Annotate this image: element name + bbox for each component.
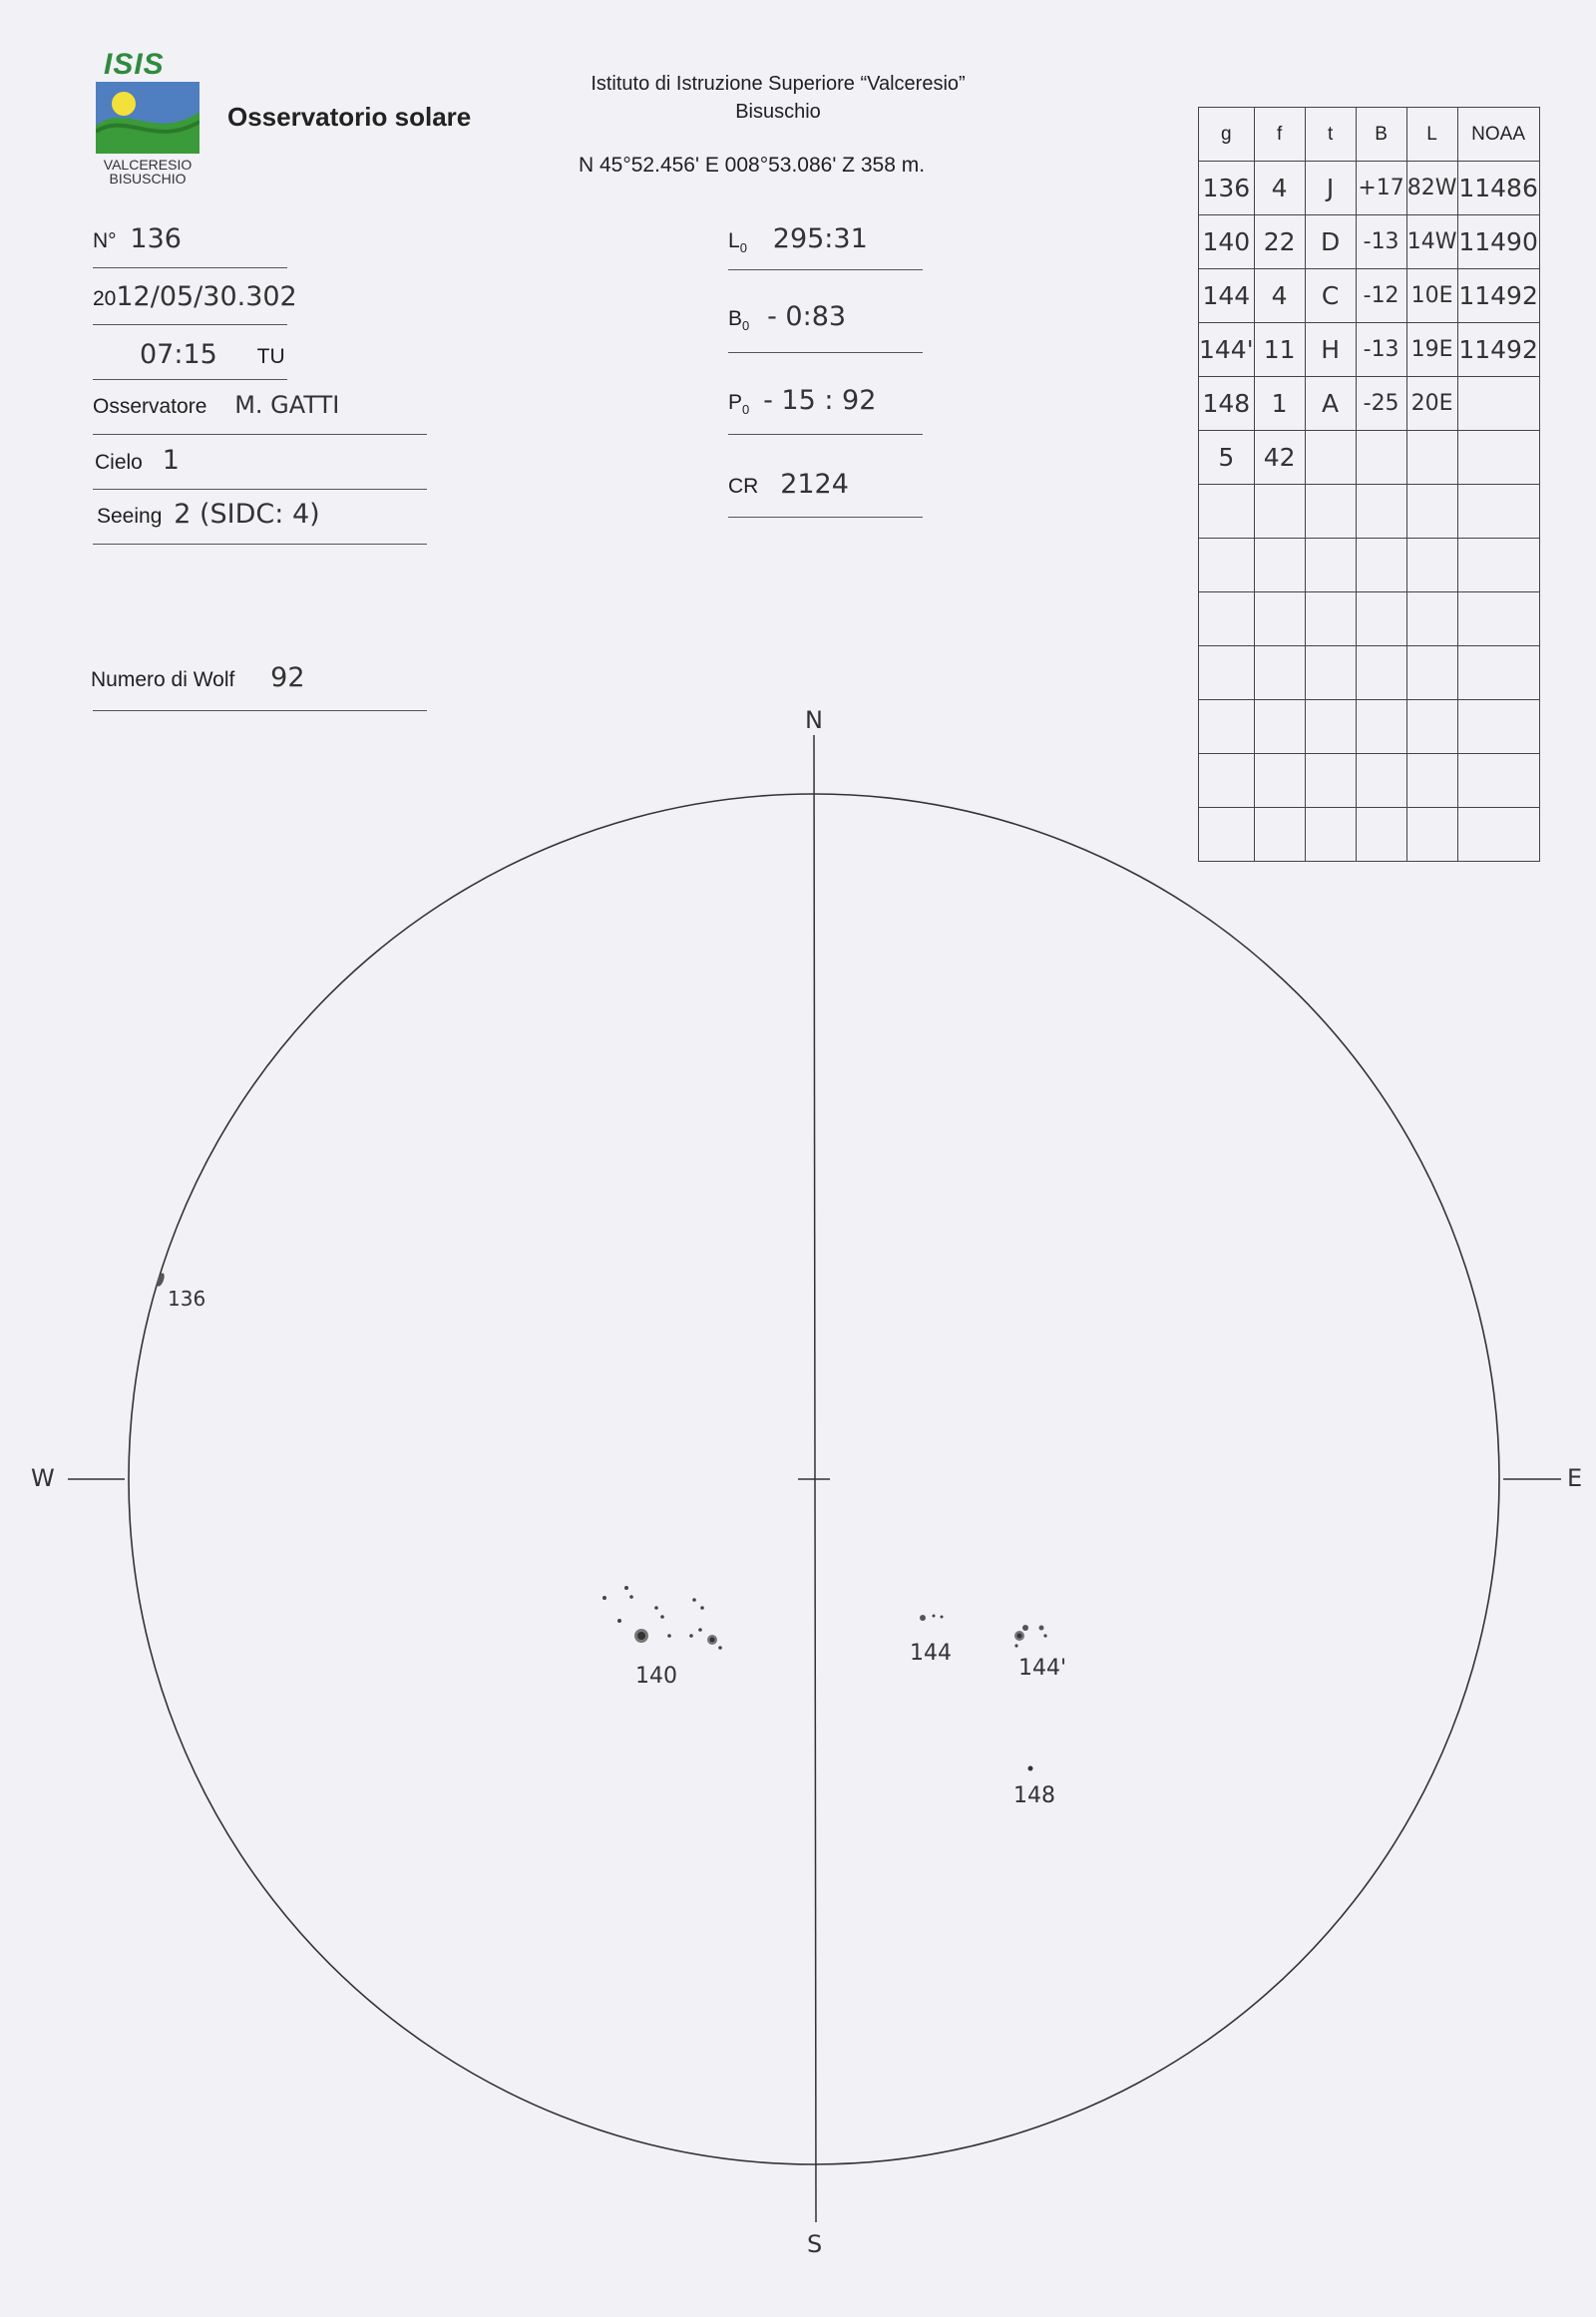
number-label: N°	[93, 229, 117, 252]
sunspot	[602, 1596, 606, 1600]
date-prefix: 20	[93, 287, 117, 310]
sunspot	[1022, 1625, 1028, 1631]
table-cell: A	[1305, 377, 1356, 431]
table-cell: 11490	[1457, 215, 1539, 269]
table-cell: -13	[1356, 215, 1406, 269]
header-t: t	[1305, 108, 1356, 162]
observer-label: Osservatore	[93, 395, 207, 418]
sunspot	[1043, 1634, 1046, 1637]
sunspot	[624, 1586, 628, 1590]
observatory-coordinates: N 45°52.456' E 008°53.086' Z 358 m.	[579, 154, 926, 177]
group-144-label: 144	[910, 1641, 952, 1666]
table-cell: 140	[1199, 215, 1255, 269]
sunspot	[941, 1616, 944, 1619]
b0-subscript: 0	[742, 318, 750, 334]
group-148-label: 148	[1013, 1783, 1055, 1808]
number-value: 136	[130, 223, 182, 254]
institute-line2: Bisuschio	[735, 101, 821, 123]
sunspot	[698, 1628, 702, 1632]
south-label: S	[807, 2230, 823, 2258]
cr-value: 2124	[780, 469, 849, 500]
observatory-title: Osservatorio solare	[227, 102, 472, 132]
table-cell: D	[1305, 215, 1356, 269]
p0-value: - 15 : 92	[763, 385, 877, 416]
group-144prime-spots	[1014, 1625, 1047, 1648]
time-value: 07:15	[140, 339, 217, 370]
time-unit: TU	[256, 345, 285, 368]
header-noaa: NOAA	[1457, 108, 1539, 162]
table-cell: H	[1305, 323, 1356, 377]
logo-brand: ISIS	[104, 48, 165, 81]
sunspot	[933, 1615, 936, 1618]
p0-subscript: 0	[742, 402, 750, 418]
group-140-label: 140	[635, 1664, 677, 1689]
observer-value: M. GATTI	[234, 391, 340, 419]
l0-subscript: 0	[739, 240, 747, 256]
table-cell: J	[1305, 162, 1356, 215]
l0-value: 295:31	[772, 223, 868, 254]
b0-value: - 0:83	[767, 301, 847, 332]
table-cell: C	[1305, 269, 1356, 323]
b0-label: B	[728, 307, 743, 330]
seeing-label: Seeing	[97, 505, 163, 528]
logo-subtitle-line1: VALCERESIO	[103, 157, 193, 173]
table-cell: 5	[1199, 431, 1255, 485]
sunspot	[920, 1615, 926, 1621]
institute-line1: Istituto di Istruzione Superiore “Valceresio”	[591, 73, 966, 95]
sunspot	[654, 1606, 658, 1610]
table-cell: 22	[1254, 215, 1305, 269]
sunspot	[1028, 1766, 1033, 1771]
north-label: N	[805, 706, 823, 734]
table-cell: +17	[1356, 162, 1406, 215]
table-cell: 144	[1199, 269, 1255, 323]
header-b: B	[1356, 108, 1406, 162]
date-value: 12/05/30.302	[116, 281, 297, 312]
group-144-spots	[920, 1615, 944, 1622]
sunspot	[692, 1598, 696, 1602]
table-cell: 144'	[1199, 323, 1255, 377]
table-cell: 4	[1254, 162, 1305, 215]
sky-value: 1	[162, 445, 180, 476]
cr-label: CR	[728, 475, 759, 498]
logo-subtitle-line2: BISUSCHIO	[109, 171, 187, 187]
header-f: f	[1254, 108, 1305, 162]
west-label: W	[31, 1464, 55, 1492]
table-cell: 148	[1199, 377, 1255, 431]
table-cell: -12	[1356, 269, 1406, 323]
sunspot	[718, 1646, 722, 1650]
table-cell: 11486	[1457, 162, 1539, 215]
table-cell: 1	[1254, 377, 1305, 431]
group-144prime-label: 144'	[1018, 1656, 1067, 1681]
p0-label: P	[728, 391, 743, 414]
table-cell: 4	[1254, 269, 1305, 323]
table-cell: 11492	[1457, 269, 1539, 323]
header-l: L	[1406, 108, 1457, 162]
sky-label: Cielo	[95, 451, 143, 474]
sunspot	[617, 1619, 621, 1623]
group-148-spots	[1028, 1766, 1033, 1771]
sunspot	[637, 1632, 645, 1640]
table-cell: -25	[1356, 377, 1406, 431]
sunspot	[700, 1606, 704, 1610]
table-cell: 20E	[1406, 377, 1457, 431]
table-cell: 11492	[1457, 323, 1539, 377]
group-136-label: 136	[168, 1287, 206, 1311]
table-cell: 14W	[1406, 215, 1457, 269]
sunspot	[689, 1634, 693, 1638]
table-cell: -13	[1356, 323, 1406, 377]
sunspot	[1014, 1644, 1017, 1647]
sunspot	[1039, 1626, 1044, 1631]
group-140-spots	[602, 1586, 722, 1650]
table-cell: 11	[1254, 323, 1305, 377]
table-cell: 82W	[1406, 162, 1457, 215]
sunspot	[667, 1634, 671, 1638]
table-cell: 136	[1199, 162, 1255, 215]
wolf-label: Numero di Wolf	[91, 668, 235, 691]
east-label: E	[1567, 1464, 1583, 1492]
wolf-value: 92	[270, 662, 305, 693]
l0-label: L	[728, 229, 740, 252]
header-g: g	[1199, 108, 1255, 162]
seeing-value: 2 (SIDC: 4)	[174, 499, 320, 530]
table-cell: 19E	[1406, 323, 1457, 377]
table-cell: 42	[1254, 431, 1305, 485]
sunspot	[629, 1595, 633, 1599]
sunspot	[660, 1615, 664, 1619]
sunspot	[710, 1638, 715, 1643]
sunspot	[1017, 1634, 1022, 1639]
table-cell: 10E	[1406, 269, 1457, 323]
